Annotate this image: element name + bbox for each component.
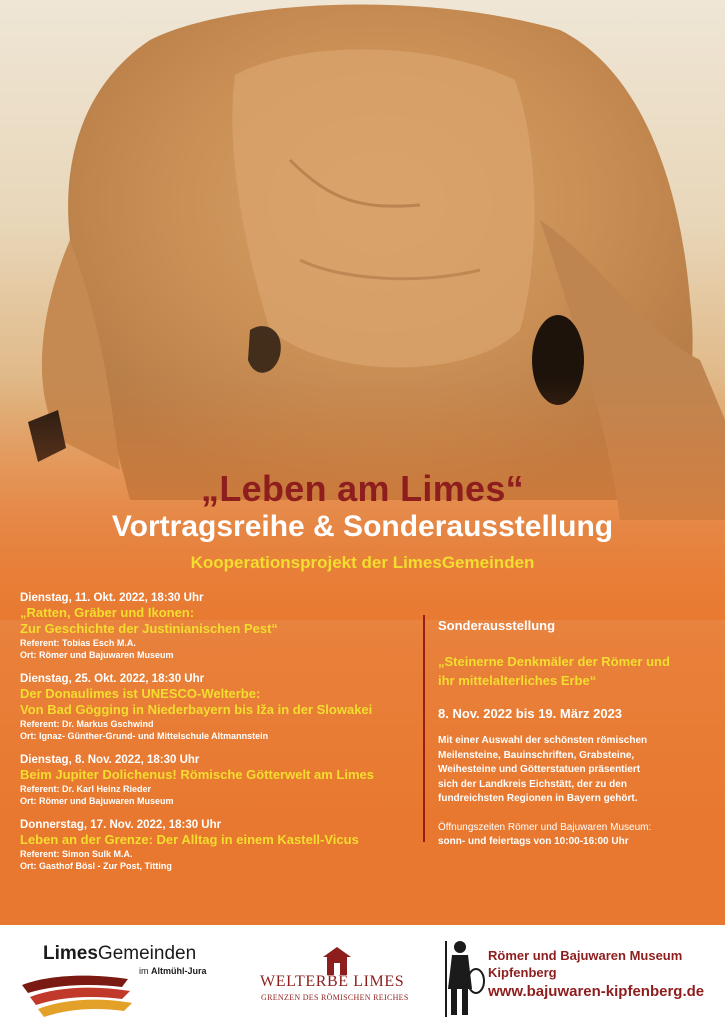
- poster-subtitle: Vortragsreihe & Sonderausstellung: [111, 510, 614, 543]
- lecture-item: [20, 591, 420, 661]
- lecture-speaker: Referent: Dr. Markus Gschwind: [20, 719, 154, 729]
- limes-logo-bold: Limes: [43, 943, 98, 964]
- museum-website-link[interactable]: www.bajuwaren-kipfenberg.de: [488, 983, 705, 1000]
- lecture-speaker: Referent: Simon Sulk M.A.: [20, 849, 133, 859]
- cooperation-line: Kooperationsprojekt der LimesGemeinden: [190, 553, 535, 572]
- exhibition-description: [438, 734, 708, 807]
- limes-logo-sub-bold: Altmühl-Jura: [151, 966, 207, 976]
- lecture-speaker: Referent: Tobias Esch M.A.: [20, 638, 136, 648]
- description-line: fundreichsten Regionen in Bayern gehört.: [438, 793, 638, 804]
- limesgemeinden-logo: [18, 941, 238, 1021]
- lecture-location: Ort: Römer und Bajuwaren Museum: [20, 796, 174, 806]
- description-line: Mit einer Auswahl der schönsten römischen: [438, 735, 648, 746]
- lecture-title-line: Zur Geschichte der Justinianischen Pest“: [20, 621, 278, 636]
- column-divider: [423, 615, 425, 842]
- exhibition-title-line: ihr mittelalterliches Erbe“: [438, 673, 597, 688]
- limes-logo-subline: [139, 966, 207, 976]
- welterbe-limes-logo: [255, 947, 415, 1017]
- limes-stripes-icon: [18, 971, 138, 1019]
- limes-logo-rest: Gemeinden: [97, 943, 197, 964]
- exhibition-title: [438, 652, 708, 690]
- description-line: sich der Landkreis Eichstätt, der zu den: [438, 778, 627, 790]
- lecture-item: [20, 818, 420, 872]
- opening-hours-label: Öffnungszeiten Römer und Bajuwaren Museum:: [438, 821, 652, 833]
- lecture-title-line: Der Donaulimes ist UNESCO-Welterbe:: [20, 686, 261, 701]
- museum-info: [488, 947, 704, 1003]
- description-line: Weihesteine und Götterstatuen präsentiert: [438, 764, 641, 775]
- exhibition-panel: [438, 618, 708, 850]
- lecture-location: Ort: Gasthof Bösl - Zur Post, Titting: [20, 861, 172, 871]
- lecture-location: Ort: Römer und Bajuwaren Museum: [20, 650, 174, 660]
- exhibition-dates: 8. Nov. 2022 bis 19. März 2023: [438, 706, 623, 721]
- footer-logos: [0, 925, 725, 1024]
- exhibition-heading: Sonderausstellung: [438, 618, 556, 633]
- lecture-title-line: Von Bad Gögging in Niederbayern bis Iža in der Slowakei: [20, 702, 373, 717]
- lecture-title-line: Beim Jupiter Dolichenus! Römische Götterwelt am Limes: [20, 767, 374, 782]
- lecture-list: [20, 591, 420, 883]
- welterbe-wordmark: WELTERBE LIMES: [260, 973, 405, 990]
- welterbe-subline: GRENZEN DES RÖMISCHEN REICHES: [261, 993, 409, 1002]
- lecture-title-line: Leben an der Grenze: Der Alltag in einem Kastell-Vicus: [20, 832, 359, 847]
- lecture-item: [20, 753, 420, 807]
- opening-hours-value: sonn- und feiertags von 10:00-16:00 Uhr: [438, 836, 629, 847]
- description-line: Meilensteine, Bauinschriften, Grabsteine,: [438, 749, 635, 761]
- exhibition-title-line: „Steinerne Denkmäler der Römer und: [438, 654, 670, 669]
- lecture-date: Dienstag, 25. Okt. 2022, 18:30 Uhr: [20, 673, 205, 685]
- lecture-date: Dienstag, 11. Okt. 2022, 18:30 Uhr: [20, 592, 204, 604]
- museum-name: Römer und Bajuwaren Museum: [488, 948, 683, 963]
- opening-hours: [438, 821, 708, 850]
- lecture-title-line: „Ratten, Gräber und Ikonen:: [20, 605, 195, 620]
- limes-logo-wordmark: [43, 943, 196, 965]
- poster-title: „Leben am Limes“: [201, 468, 524, 509]
- lecture-location: Ort: Ignaz- Günther-Grund- und Mittelschule Altmannstein: [20, 731, 269, 741]
- lecture-item: [20, 672, 420, 742]
- limes-logo-sub-prefix: im: [139, 966, 151, 976]
- lecture-speaker: Referent: Dr. Karl Heinz Rieder: [20, 784, 152, 794]
- lecture-date: Dienstag, 8. Nov. 2022, 18:30 Uhr: [20, 754, 200, 766]
- lecture-date: Donnerstag, 17. Nov. 2022, 18:30 Uhr: [20, 819, 222, 831]
- bajuwar-warrior-icon: [440, 937, 486, 1019]
- museum-place: Kipfenberg: [488, 965, 557, 980]
